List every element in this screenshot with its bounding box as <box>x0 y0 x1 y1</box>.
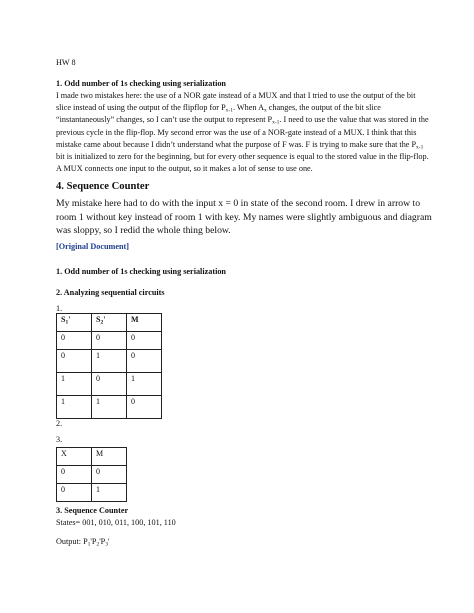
table-cell: 1 <box>92 350 127 373</box>
table-row <box>57 484 127 502</box>
table-header-row <box>57 314 162 332</box>
table-cell: 1 <box>92 396 127 419</box>
q4-title: 4. Sequence Counter <box>56 181 150 192</box>
table-header-cell: $S_1'$ <box>57 314 92 332</box>
orig-q3-title: 3. Sequence Counter <box>56 506 129 515</box>
input-output-table <box>56 447 127 502</box>
table-row <box>57 332 162 350</box>
table-cell: 1 <box>57 396 92 419</box>
table-header-row <box>57 448 127 466</box>
output-expression: Output: $P_1'P_2'P_3'$ <box>56 537 110 548</box>
table-cell: 0 <box>127 332 162 350</box>
table-cell: 0 <box>92 373 127 396</box>
table-row <box>57 396 162 419</box>
item-number-2: 2. <box>56 419 63 428</box>
q1-title: 1. Odd number of 1s checking using serialization <box>56 79 226 88</box>
table-cell: 0 <box>92 466 127 484</box>
table-cell: 0 <box>127 350 162 373</box>
table-cell: 1 <box>127 373 162 396</box>
table-row <box>57 373 162 396</box>
table-cell: 1 <box>57 373 92 396</box>
states-list: States= 001, 010, 011, 100, 101, 110 <box>56 518 176 527</box>
table-cell: 0 <box>57 484 92 502</box>
table-cell: 1 <box>92 484 127 502</box>
table-cell: 0 <box>57 332 92 350</box>
q1-explanation: I made two mistakes here: the use of a NOR gate instead of a MUX and that I tried to use the output of the bit slice instead of using the output of the flipflop for $P_{x-1}$. When $A_x$ changes, the output of the bit slice “instantaneously” changes, so I can’t use the output to represent $P_{x-1}$. I need to use the value that was stored in the previous cycle in the flip-flop. My second error was the use of a NOR-gate instead of a MUX. I think that this mistake came about because I didn’t understand what the purpose of F was. F is trying to make sure that the $P_{x-1}$ bit is initialized to zero for the beginning, but for every other sequence is equal to the stored value in the flip-flop. A MUX connects one input to the output, so it makes a lot of sense to use one. <box>56 91 429 174</box>
table-row <box>57 466 127 484</box>
hw-title: HW 8 <box>56 58 76 67</box>
state-output-table <box>56 313 162 419</box>
table-cell: 0 <box>127 396 162 419</box>
table-cell: 0 <box>57 350 92 373</box>
orig-q2-title: 2. Analyzing sequential circuits <box>56 288 165 297</box>
orig-q1-title: 1. Odd number of 1s checking using serialization <box>56 267 226 276</box>
q4-explanation: My mistake here had to do with the input x = 0 in state of the second room. I drew in arrow to room 1 without key instead of room 1 with key. My names were slightly ambiguous and diagram was sloppy, so I redid the whole thing below. <box>56 198 432 237</box>
table-header-cell: M <box>92 448 127 466</box>
item-number-1: 1. <box>56 304 63 313</box>
item-number-3: 3. <box>56 435 63 444</box>
table-cell: 0 <box>57 466 92 484</box>
table-cell: 0 <box>92 332 127 350</box>
original-document-heading: [Original Document] <box>56 242 129 251</box>
table-header-cell: X <box>57 448 92 466</box>
table-header-cell: $S_2'$ <box>92 314 127 332</box>
table-row <box>57 350 162 373</box>
table-header-cell: M <box>127 314 162 332</box>
